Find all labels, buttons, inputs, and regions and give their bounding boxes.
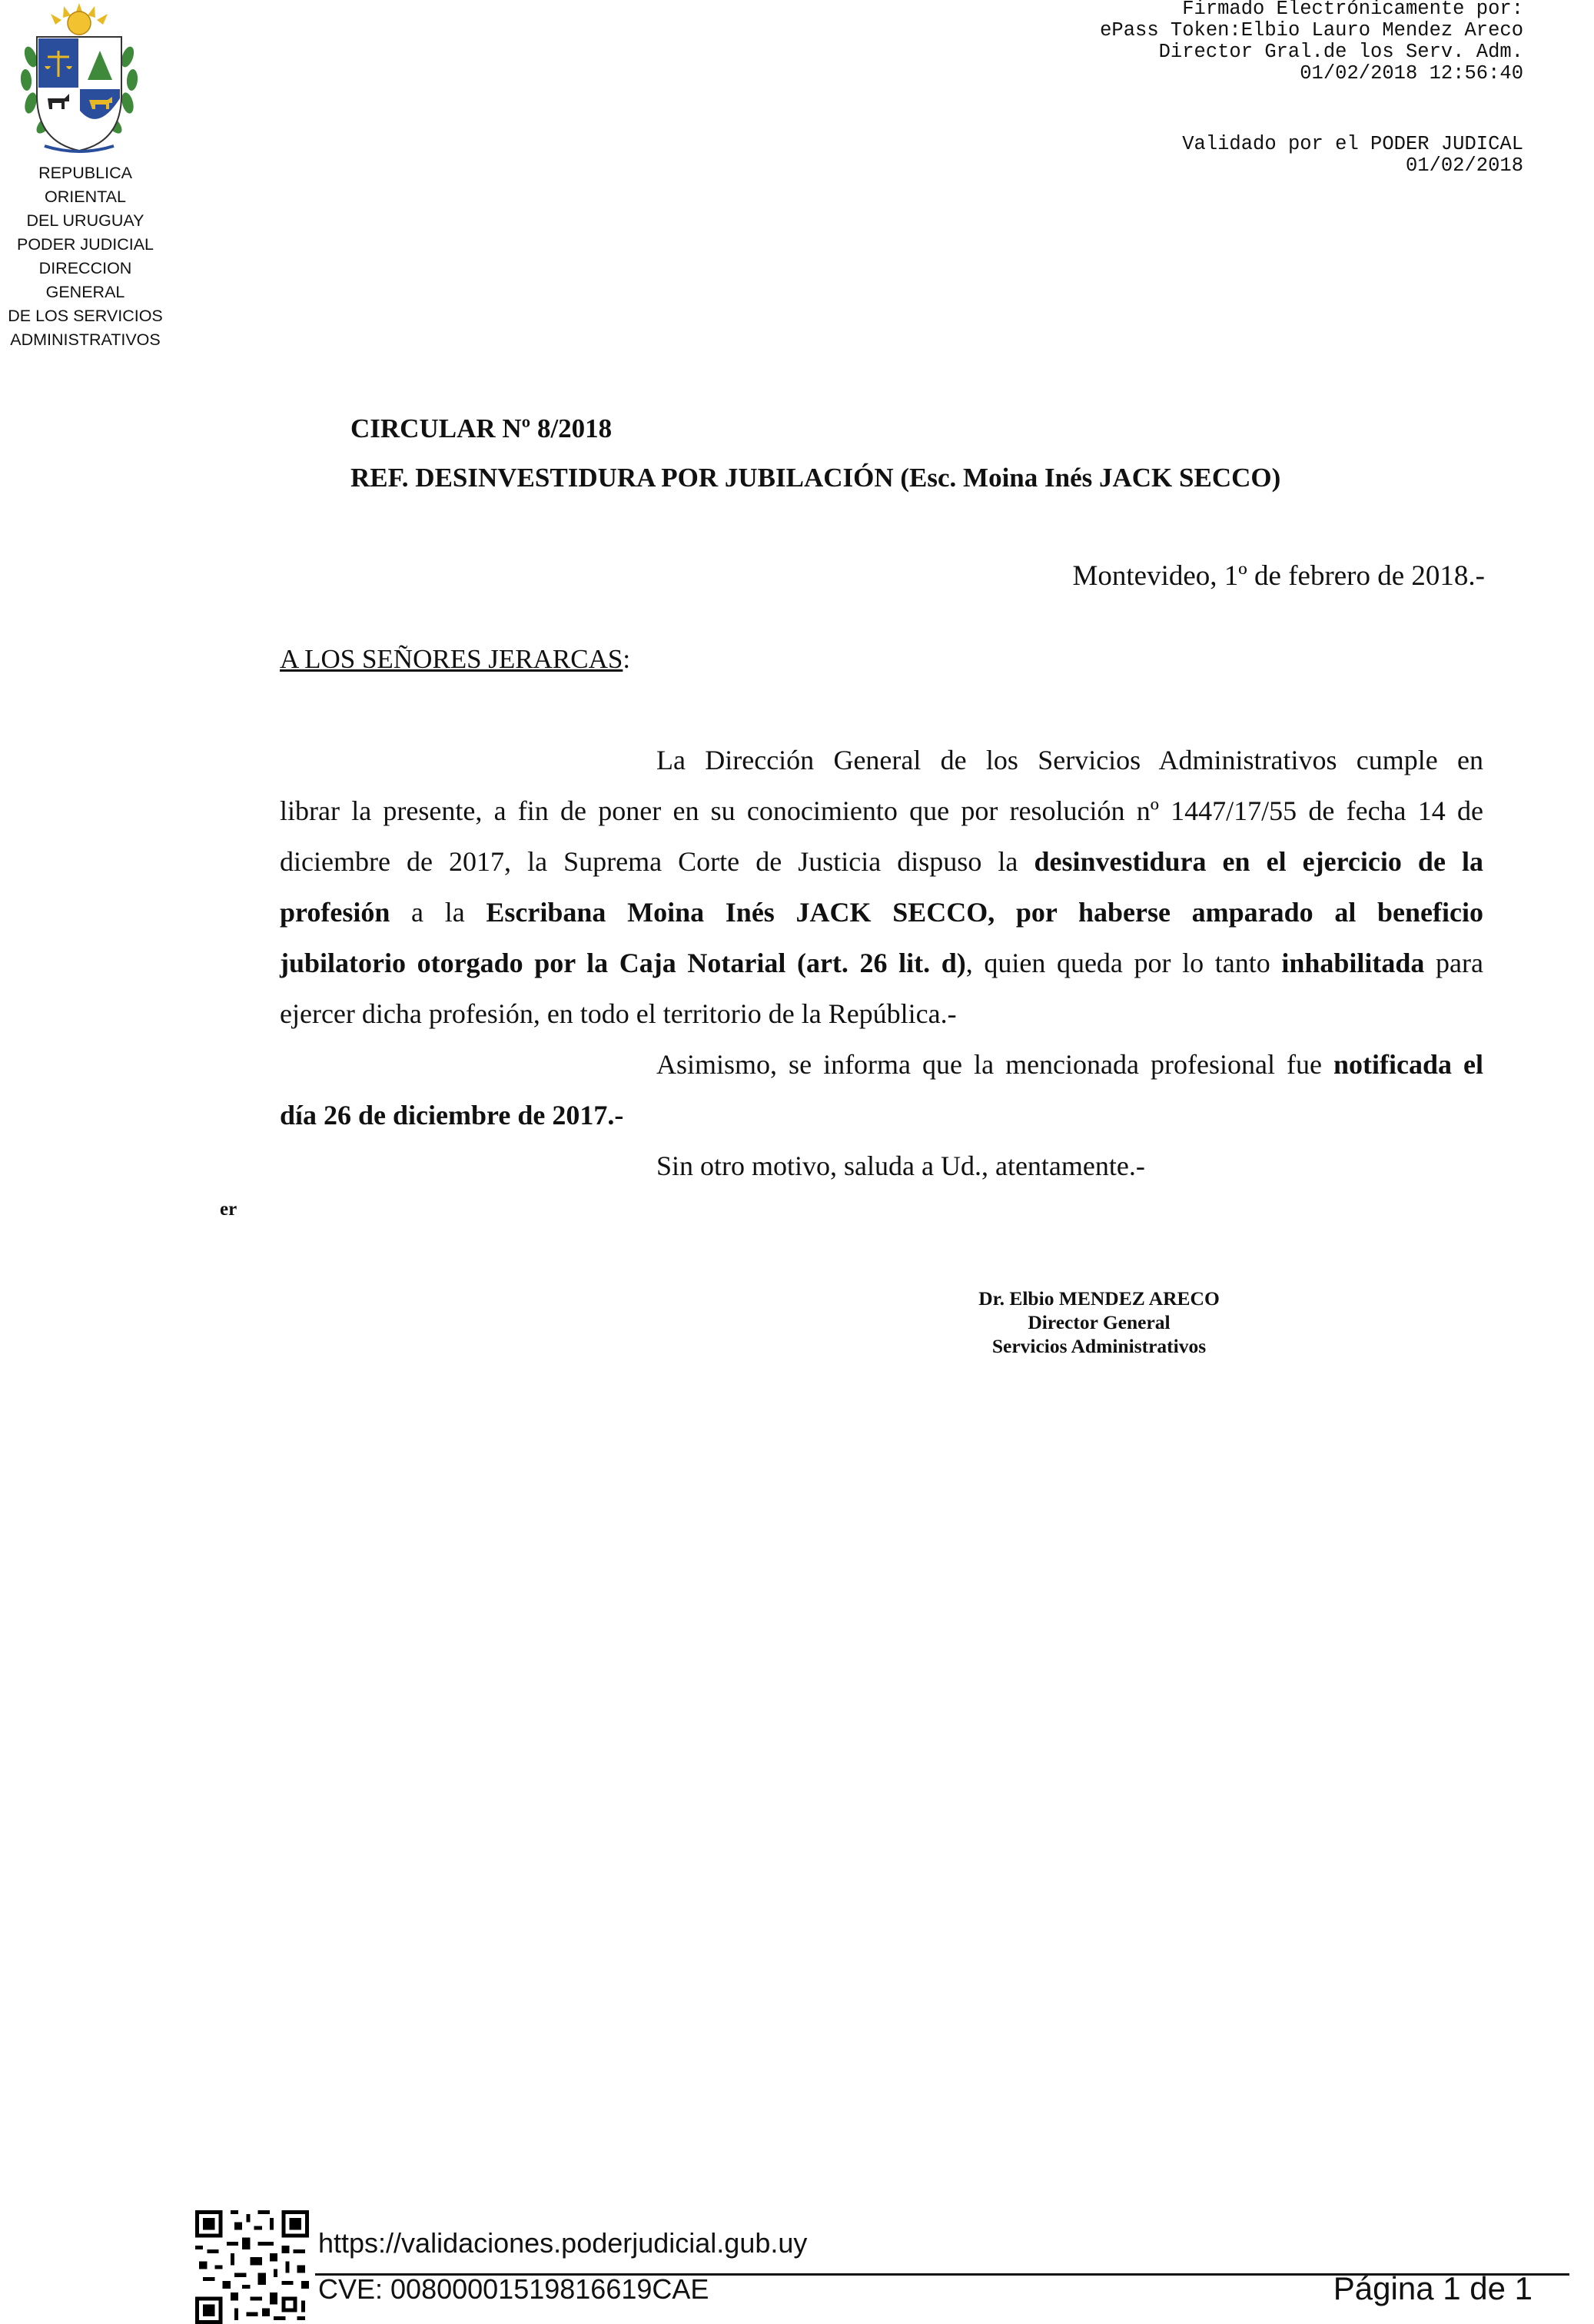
paragraph-emphasis: notificada el xyxy=(1333,1049,1484,1080)
signer-department: Servicios Administrativos xyxy=(991,1335,1207,1357)
paragraph-emphasis: profesión xyxy=(280,897,390,928)
page-number: Página 1 de 1 xyxy=(1333,2270,1533,2306)
paragraph-emphasis: Escribana Moina Inés JACK SECCO, por haberse amparado al beneficio xyxy=(486,897,1483,928)
circular-reference: REF. DESINVESTIDURA POR JUBILACIÓN (Esc. Moina Inés JACK SECCO) xyxy=(350,463,1281,493)
signature-stamp-line: ePass Token:Elbio Lauro Mendez Areco xyxy=(1100,19,1523,42)
electronic-signature-stamp xyxy=(1100,0,1523,85)
paragraph-emphasis: desinvestidura en el ejercicio de la xyxy=(1034,846,1483,877)
signature-stamp-line: 01/02/2018 12:56:40 xyxy=(1300,62,1523,85)
cve-code: CVE: 00800001519816619CAE xyxy=(318,2273,709,2305)
paragraph-line xyxy=(280,887,1483,938)
paragraph-line: La Dirección General de los Servicios Administrativos cumple en xyxy=(656,745,1483,775)
qr-code-icon xyxy=(195,2210,309,2324)
closing-line: Sin otro motivo, saluda a Ud., atentamente.- xyxy=(656,1150,1145,1181)
institution-line: DEL URUGUAY xyxy=(26,211,144,230)
paragraph-text: a la xyxy=(390,897,487,928)
paragraph-line: día 26 de diciembre de 2017.- xyxy=(280,1100,624,1130)
salutation-text: A LOS SEÑORES JERARCAS xyxy=(280,644,623,674)
department-name xyxy=(0,257,171,352)
validation-line: Validado por el PODER JUDICAL xyxy=(1182,133,1523,155)
paragraph-line: ejercer dicha profesión, en todo el territorio de la República.- xyxy=(280,998,957,1029)
department-line: DE LOS SERVICIOS xyxy=(8,307,163,325)
salutation xyxy=(280,644,630,675)
signer-name: Dr. Elbio MENDEZ ARECO xyxy=(978,1287,1220,1310)
institution-line: REPUBLICA ORIENTAL xyxy=(38,164,132,206)
paragraph-emphasis: jubilatorio otorgado por la Caja Notarial (art. 26 lit. d) xyxy=(280,948,966,978)
uruguay-coat-of-arms-icon xyxy=(14,3,144,157)
signature-stamp-line: Firmado Electrónicamente por: xyxy=(1182,0,1523,20)
paragraph-line xyxy=(280,938,1483,988)
paragraph-text: Asimismo, se informa que la mencionada profesional fue xyxy=(656,1049,1333,1080)
circular-number: CIRCULAR Nº 8/2018 xyxy=(350,413,613,443)
salutation-colon: : xyxy=(623,644,631,674)
paragraph-line xyxy=(656,1039,1483,1090)
paragraph-text: diciembre de 2017, la Suprema Corte de Justicia dispuso la xyxy=(280,846,1034,877)
department-line: DIRECCION GENERAL xyxy=(38,259,132,301)
paragraph-line: librar la presente, a fin de poner en su conocimiento que por resolución nº 1447/17/55 de fecha 14 de xyxy=(280,795,1483,826)
validation-url[interactable]: https://validaciones.poderjudicial.gub.uy xyxy=(318,2227,808,2259)
institution-name xyxy=(0,161,171,257)
paragraph-emphasis: inhabilitada xyxy=(1281,948,1425,978)
validation-stamp xyxy=(1182,134,1523,177)
place-and-date: Montevideo, 1º de febrero de 2018.- xyxy=(1072,560,1485,592)
typist-initials: er xyxy=(220,1199,237,1220)
institution-line: PODER JUDICIAL xyxy=(16,235,154,254)
paragraph-line xyxy=(280,836,1483,887)
validation-line: 01/02/2018 xyxy=(1405,154,1523,177)
paragraph-text: , quien queda por lo tanto xyxy=(965,948,1282,978)
signer-title: Director General xyxy=(1028,1311,1171,1333)
department-line: ADMINISTRATIVOS xyxy=(10,330,161,349)
paragraph-text: para xyxy=(1424,948,1483,978)
signature-stamp-line: Director Gral.de los Serv. Adm. xyxy=(1158,41,1523,63)
